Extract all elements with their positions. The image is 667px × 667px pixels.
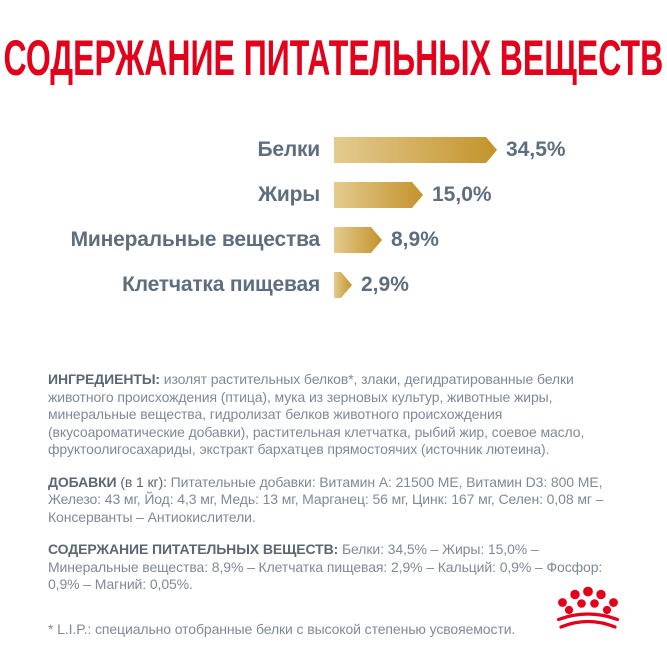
section-heading: ИНГРЕДИЕНТЫ: [48,371,160,387]
info-paragraph [48,371,626,459]
chart-value-label: 34,5% [506,138,566,161]
chart-bar [334,227,382,253]
section-body: Белки: 34,5% – Жиры: 15,0% – Минеральные вещества: 8,9% – Клетчатка пищевая: 2,9% – Кальций: 0,9% – Фосфор: 0,9% – Магний: 0,05%. [48,541,603,592]
chart-category-label: Минеральные вещества [70,228,320,251]
chart-row [0,272,667,298]
royal-canin-crown-icon [557,586,619,633]
page-title [0,30,667,86]
info-paragraph [48,541,626,594]
section-heading: ДОБАВКИ [48,473,117,490]
chart-row [0,137,667,163]
chart-bar [334,137,497,163]
chart-value-label: 15,0% [432,183,492,206]
chart-value-label: 8,9% [391,228,439,251]
info-paragraph [48,474,626,527]
nutrient-bar-chart [0,137,667,317]
chart-category-label: Белки [257,138,320,161]
page-title-text: СОДЕРЖАНИЕ ПИТАТЕЛЬНЫХ ВЕЩЕСТВ [3,30,664,86]
chart-bar [334,182,423,208]
chart-row [0,227,667,253]
section-body: изолят растительных белков*, злаки, дегидратированные белки животного происхождения (птица), мука из зерновых культур, животные жиры, минеральные вещества, гидролизат белков животного происхождения (вкусоароматические добавки), растительная клетчатка, рыбий жир, соевое масло, фруктоолигосахариды, экстракт бархатцев прямостоячих (источник лютеина). [48,371,585,457]
chart-category-label: Жиры [258,183,320,206]
chart-value-label: 2,9% [361,273,409,296]
info-sections [48,371,626,609]
section-heading: СОДЕРЖАНИЕ ПИТАТЕЛЬНЫХ ВЕЩЕСТВ: [48,541,339,557]
section-heading-suffix: (в 1 кг): [116,473,167,490]
chart-category-label: Клетчатка пищевая [122,273,320,296]
lip-footnote: * L.I.P.: специально отобранные белки с высокой степенью усвояемости. [48,621,516,637]
chart-bar [334,272,352,298]
chart-row [0,182,667,208]
section-body: Питательные добавки: Витамин A: 21500 МЕ, Витамин D3: 800 МЕ, Железо: 43 мг, Йод: 4,3 мг, Медь: 13 мг, Марганец: 56 мг, Цинк: 167 мг, Селен: 0,08 мг – Консерванты – Антиокислители. [48,473,604,525]
